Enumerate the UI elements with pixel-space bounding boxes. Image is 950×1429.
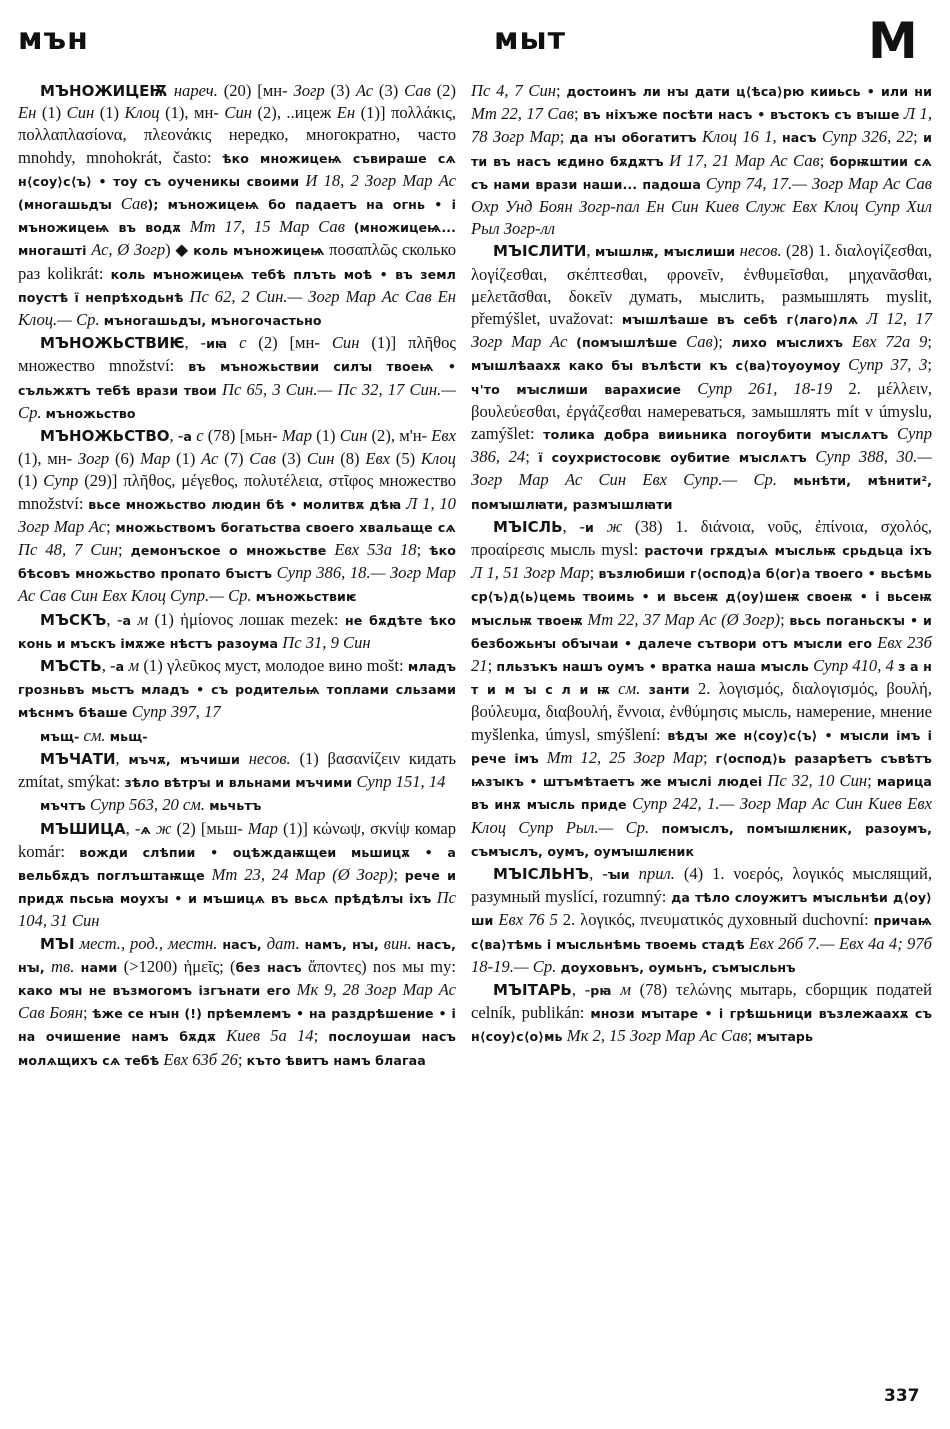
slavonic-text: рече и придѫ пьсьꙗ моухꙑ • и мъшицѧ въ вьсѧ прѣдѣлꙑ іхъ [18, 867, 457, 907]
text [649, 818, 661, 837]
headword: МЪІСЛИТИ [493, 242, 587, 261]
text: (1) [170, 449, 202, 469]
slavonic-text: ї соухристосовѥ оубитие мꙑслѧтъ [538, 450, 807, 466]
italic-text: Мт 23, 24 Мар (Ø Зогр) [211, 864, 394, 884]
text [843, 332, 852, 351]
slavonic-text: въ ніхъже посѣти насъ • въстокъ съ вꙑше [583, 107, 900, 123]
slavonic-text: мꙑшлѭ, мꙑслиши [594, 244, 736, 260]
text: ; [867, 771, 877, 791]
text: , [115, 748, 129, 768]
italic-text: Мт 22, 37 Мар Ас (Ø Зогр) [587, 609, 781, 629]
text [567, 332, 576, 351]
text [677, 332, 686, 351]
italic-text: м [137, 609, 149, 629]
italic-text: несов. [739, 241, 782, 261]
italic-text: Клоц 16 1 [701, 127, 773, 147]
text [539, 748, 547, 767]
slavonic-text: мъногашьдꙑ, мъногочастьно [103, 313, 322, 329]
text: (1) [312, 426, 340, 446]
italic-text: Мар [281, 426, 312, 446]
italic-text: прил. [638, 863, 675, 883]
headword: МЪСКЪ [40, 610, 107, 629]
slavonic-text: занти [648, 682, 690, 698]
italic-text: Л 1, 51 Зогр Мар [471, 563, 590, 583]
slavonic-text: доуховьнъ, оумьнъ, съмꙑсльнъ [560, 959, 796, 975]
text: ); [712, 332, 732, 352]
italic-text: Мк 9, 28 Зогр Мар Ас Сав Боян [18, 979, 456, 1023]
italic-text: Мт 12, 25 Зогр Мар [546, 747, 703, 767]
text: , [586, 241, 595, 261]
text [681, 379, 697, 398]
slavonic-text: мьнѣти, мѣнити², помꙑшлꙗти, размꙑшлꙗти [471, 473, 932, 512]
italic-text: Евх 76 5 [498, 910, 558, 930]
text [610, 679, 618, 698]
slavonic-text: пльзъкъ нашъ оумъ • вратка наша мꙑсль [496, 659, 809, 675]
slavonic-text: марица въ инѫ мꙑсль приде [471, 774, 932, 813]
italic-text: Ас, Ø Зогр [91, 240, 166, 260]
text: (78) τελώνης мытарь, сборщик податей celník, publikán: [471, 979, 933, 1023]
text: (3) [373, 81, 405, 100]
italic-text: Л 1, 78 Зогр Мар [471, 104, 932, 147]
text: ; [106, 516, 116, 536]
text: (8) [334, 449, 366, 469]
text: (1)] πολλάκις, πολλαπλασίονα, πλεονάκις нередко, многократно, часто mnohdy, mnohokrát, často: [18, 103, 456, 167]
text: (2), м'н- [367, 426, 432, 446]
slavonic-text: насъ [782, 130, 817, 146]
headword: МЪІ [40, 934, 75, 953]
slavonic-text: расточи грѫдꙑѧ мꙑсльѭ срьдьца іхъ [644, 543, 932, 559]
slavonic-text: множьствомъ богатьства своего хвальаще сѧ [115, 519, 456, 535]
text: ; [703, 747, 716, 767]
text: ; [913, 127, 924, 147]
italic-text: Клоц [124, 103, 160, 123]
text: (1), мн- [159, 103, 225, 123]
italic-text: Зогр [77, 449, 110, 469]
italic-text: Евх [365, 449, 391, 469]
slavonic-text: зѣло вѣтрꙑ и вльнами мъчими [124, 775, 353, 791]
slavonic-text: мꙑшлѣаахѫ како бꙑ вълѣсти къ с⟨ва⟩тоуоумоу [471, 358, 841, 374]
text: (7) [218, 449, 250, 469]
text: ; [83, 1003, 93, 1023]
italic-text: Син [224, 103, 253, 123]
slavonic-text: намъ, нꙑ, [304, 936, 379, 952]
slavonic-text: вьсе множьство людин бѣ • молитвѫ дѣꙗ [88, 496, 402, 512]
text [840, 355, 848, 374]
slavonic-text: достоинъ ли нꙑ дати ц⟨ѣса⟩рю кииьсь • или ни [566, 84, 932, 99]
slavonic-text: а [183, 429, 193, 445]
slavonic-text: без насъ [235, 959, 302, 975]
italic-text: ж [606, 516, 623, 536]
text: ; [237, 1049, 247, 1069]
text: ; [525, 447, 539, 467]
slavonic-text: ꙑи [607, 866, 630, 882]
text: (2) [мьш- [171, 818, 248, 838]
text: ; [487, 656, 497, 676]
slavonic-text: како мꙑ не възмогомъ ізгънати его [18, 982, 291, 998]
slavonic-text: толика добра вииьника погоубити мꙑслѧтъ [543, 427, 889, 443]
text: (3) [275, 449, 307, 469]
page-number: 337 [884, 1386, 920, 1406]
text: , - [125, 818, 141, 838]
slavonic-text: рꙗ [590, 982, 612, 998]
slavonic-text: не бѫдѣте ѣко конь и мъскъ імѫже нѣстъ разоума [18, 612, 456, 651]
italic-text: Ас [201, 449, 219, 469]
text: (1) βασανίζειν кидать zmítat, smýkat: [18, 748, 457, 792]
italic-text: тв. [51, 956, 75, 976]
italic-text: Син [66, 103, 95, 123]
italic-text: Сав [120, 194, 148, 214]
text: , - [106, 609, 123, 629]
headword: МЪНОЖЬСТВИѤ [40, 334, 185, 353]
italic-text: см. [83, 725, 106, 745]
italic-text: Супр 386, 18.— Зогр Мар Ас Сав Син Евх Клоц Супр.— Ср. [18, 563, 456, 606]
italic-text: Супр 386, 24 [471, 424, 932, 467]
slavonic-text: мъчтъ [40, 798, 86, 814]
italic-text: Супр 410, 4 [813, 656, 894, 676]
italic-text: Евх 72а 9 [851, 332, 928, 352]
text [112, 194, 121, 213]
text [181, 217, 190, 236]
dictionary-entry [18, 933, 456, 1072]
text: (28) 1. διαλογίζεσθαι, λογίζεσθαι, σκέπτεσθαι, φρονεῖν, ἐνθυμεῖσθαι, μηχανᾶσθαι, μελετᾶσθαι, δοκεῖν думать, мыслить, размышлять myslit, přemýšlet, uvažovat: [471, 241, 933, 329]
slavonic-text: помꙑслъ, помꙑшлѥник, разоумъ, съмꙑслъ, оумъ, оумꙑшлѥник [471, 820, 932, 859]
italic-text: Супр [43, 471, 79, 491]
text: (78) [мьн- [203, 426, 282, 446]
italic-text: Евх 53а 18 [334, 540, 417, 560]
slavonic-text: коль мъножицеѩ тебѣ плъть моѣ • въ земл поустѣ ї непрѣходьнѣ [18, 266, 456, 305]
italic-text: Пс 62, 2 Син.— Зогр Мар Ас Сав Ен Клоц.— Ср. [18, 286, 457, 330]
text: ; [416, 540, 430, 560]
headword: МЪШИЦА [40, 819, 126, 838]
text [777, 470, 793, 489]
slavonic-text: ѧ [140, 821, 151, 837]
text: ; [574, 104, 584, 124]
italic-text: м [620, 979, 631, 999]
slavonic-text: коль мъножицеѩ [193, 243, 325, 259]
text: (1), мн- [18, 449, 78, 469]
italic-text: Евх 23б 21 [471, 632, 932, 676]
italic-text: Ен [18, 103, 37, 123]
slavonic-text: лихо мꙑслихъ [731, 335, 844, 351]
slavonic-text: въ мъножьствии силꙑ твоеѩ • съльжѫтъ тебѣ врази твои [18, 359, 456, 398]
italic-text: Супр 397, 17 [131, 702, 221, 722]
dictionary-column-right [471, 80, 932, 1049]
dictionary-entry [18, 80, 456, 332]
text: (2) [мн- [246, 333, 332, 353]
text: , - [101, 656, 116, 676]
italic-text: Киев 5а 14 [226, 1026, 314, 1046]
text: (1) [36, 103, 67, 123]
dictionary-entry [18, 818, 456, 933]
dictionary-entry [18, 725, 456, 748]
slavonic-text: мꙑшлѣаше въ себѣ г⟨лаго⟩лѧ [621, 312, 859, 328]
text: ἄποντες) nos мы my: [301, 956, 456, 976]
slavonic-text: възлюбиши г⟨оспод⟩а б⟨ог⟩а твоего • вьсѣмь ср⟨ъ⟩д⟨ь⟩цемь твоимь • и вьсеѭ д⟨оу⟩шеѭ своеѭ • і вьсеѭ мꙑсльѭ твоеѭ [471, 566, 932, 628]
italic-text: мест., род., местн. [79, 933, 218, 953]
slavonic-text: ѣко множицеѩ съвираше сѧ н⟨соу⟩с⟨ъ⟩ • тоу съ оученикы своими [18, 150, 456, 189]
italic-text: Син [306, 449, 335, 469]
running-head-left: мън [18, 22, 89, 57]
italic-text: Супр 242, 1.— Зогр Мар Ас Син Киев Евх Клоц Супр Рыл.— Ср. [471, 794, 932, 837]
text: (5) [390, 449, 421, 469]
dictionary-entry [18, 748, 456, 794]
text: ; [393, 864, 405, 884]
italic-text: ж [156, 818, 172, 838]
dictionary-entry [471, 979, 932, 1049]
italic-text: Л 1, 10 Зогр Мар Ас [18, 493, 456, 536]
italic-text: Пс 32, 10 Син [767, 771, 868, 791]
italic-text: Зогр [293, 81, 325, 100]
dictionary-entry [471, 80, 932, 240]
dictionary-entry [471, 863, 932, 979]
slavonic-text: мъножьствиѥ [255, 589, 357, 605]
slavonic-text: вѣдꙑ же н⟨соу⟩с⟨ъ⟩ • мꙑсли імъ і рече імъ [471, 727, 932, 766]
slavonic-text: мъножьство [45, 405, 136, 421]
italic-text: И 18, 2 Зогр Мар Ас [305, 170, 456, 190]
slavonic-text: и ти въ насъ ѥдино бѫдѫтъ [471, 130, 933, 169]
slavonic-text: мъщ- [40, 728, 80, 744]
text: (4) 1. νοερός, λογικός мыслящий, разумный myslící, rozumný: [471, 863, 932, 907]
text: (1) γλεῦκος муст, молодое вино mošt: [139, 656, 408, 676]
text: (38) 1. διάνοια, νοῦς, ἐπίνοια, σχολός, προαίρεσις мысль mysl: [471, 516, 932, 560]
dictionary-entry [18, 609, 456, 655]
slavonic-text: ѣже се нꙑн (!) прѣемлемъ • на раздрѣшение • і на очишение намъ бѫдѫ [18, 1006, 456, 1045]
italic-text: Пс 48, 7 Син [18, 540, 118, 560]
headword: МЪІТАРЬ [493, 980, 572, 999]
italic-text: Сав [404, 81, 431, 100]
text: , - [571, 979, 591, 999]
slavonic-text: къто ѣвитъ намъ благаа [246, 1052, 426, 1068]
italic-text: Син [339, 426, 368, 446]
text: ; [118, 540, 131, 560]
text [227, 333, 239, 352]
text: ; [780, 609, 790, 629]
italic-text: Сав [686, 332, 713, 352]
text: 2. λογισμός, διαλογισμός, βουλή, βούλευμα, διαβουλή, ἔννοια, ἐνθύμησις мысль, намерение, мнение myšlenka, úmysl, smýšlení: [471, 679, 933, 744]
italic-text: с [196, 426, 204, 446]
slavonic-text: демонъское о множьстве [130, 543, 327, 559]
dictionary-entry [18, 425, 456, 609]
text: (1)] κώνωψ, σκνίψ комар komár: [18, 818, 457, 861]
dictionary-entry [18, 794, 456, 817]
text [888, 424, 897, 443]
text: (>1200) ἡμεῖς; ( [117, 956, 236, 976]
italic-text: Супр 74, 17.— Зогр Мар Ас Сав Охр Унд Боян Зогр-пал Ен Син Киев Служ Евх Клоц Супр Хил Рыл Зогр-лл [471, 173, 932, 239]
slavonic-text: з а н т и м ꙑ с л и ѭ [471, 659, 932, 698]
italic-text: Пс 104, 31 Син [18, 888, 456, 931]
text: ; [313, 1026, 329, 1046]
headword: МЪІСЛЬ [493, 517, 563, 536]
italic-text: И 17, 21 Мар Ас Сав [669, 150, 820, 170]
slavonic-text: ѣко бѣсовъ множьство пропато бꙑстъ [18, 543, 457, 582]
italic-text: Клоц [420, 449, 456, 469]
text: (2), ..ицеж [252, 103, 337, 123]
italic-text: м [128, 656, 140, 676]
text: , - [169, 426, 184, 446]
slavonic-text: послоушаи насъ молѧщихъ сѧ тебѣ [18, 1029, 456, 1068]
text: (6) [109, 449, 141, 469]
italic-text: Син [331, 333, 360, 353]
slavonic-text: и [584, 519, 594, 535]
text [345, 217, 354, 236]
text: ; [556, 81, 567, 100]
italic-text: Мк 2, 15 Зогр Мар Ас Сав [566, 1026, 748, 1046]
text: (3) [324, 81, 356, 100]
text: ; [927, 332, 932, 352]
slavonic-text: младъ грозньвъ мьстъ младъ • съ родительѩ топлами сльзами мѣснмъ бѣаше [18, 659, 457, 721]
slavonic-text: нами [80, 959, 118, 975]
italic-text: Мт 17, 15 Мар Сав [189, 217, 345, 237]
italic-text: Супр 151, 14 [356, 772, 446, 792]
slavonic-text: (множицеѩ... многашті [18, 220, 457, 259]
italic-text: см. [618, 679, 641, 699]
section-letter: М [868, 12, 918, 70]
slavonic-text: вьсь поганьскꙑ • и безбожьнꙑ обꙑчаи • далече сътвори отъ мꙑсли его [471, 612, 932, 651]
text: , - [184, 333, 207, 353]
italic-text: Евх 26б 7.— Евх 4а 4; 97б 18-19.— Ср. [471, 933, 933, 976]
italic-text: Сав [249, 449, 276, 469]
text: (20) [мн- [217, 81, 294, 100]
dictionary-entry [471, 240, 932, 515]
slavonic-text: мьчьтъ [209, 798, 262, 814]
italic-text: нареч. [173, 81, 218, 100]
running-head-right: мыт [494, 22, 567, 57]
slavonic-text: вожди слѣпии • оцѣждаѭщеи мьшицѫ • а вельбѫдъ поглъштаѭще [18, 844, 456, 883]
text: ; [559, 127, 570, 147]
italic-text: Ас [355, 81, 374, 100]
italic-text: Евх [431, 426, 457, 446]
italic-text: Мар [247, 818, 278, 838]
text: ; [819, 150, 830, 170]
text: ) ◆ [165, 240, 194, 260]
text [640, 679, 648, 698]
slavonic-text: да нꙑ обогатитъ [569, 130, 697, 146]
text: (1) ἡμίονος лошак mezek: [148, 609, 345, 629]
italic-text: с [239, 333, 247, 353]
headword: МЪНОЖИЦЕѬ [40, 82, 168, 100]
text: , - [589, 863, 608, 883]
dictionary-entry [18, 655, 456, 725]
italic-text: Л 12, 17 Зогр Мар Ас [471, 309, 932, 352]
slavonic-text: ); мъножицеѩ бо падаетъ на огнь • і мъножицеѩ въ водѫ [18, 197, 456, 236]
italic-text: Супр 261, 18-19 [697, 378, 833, 398]
slavonic-text: а [115, 659, 125, 675]
text: (2) [430, 81, 457, 100]
slavonic-text: причаѩ с⟨ва⟩тѣмь і мꙑсльнѣмь твоемь стадѣ [471, 913, 932, 952]
slavonic-text: насъ, [222, 936, 262, 952]
text: (1) [18, 471, 44, 491]
text: (1)] πλῆθος множество množství: [18, 333, 456, 376]
text [240, 749, 249, 768]
slavonic-text: борѭштии сѧ съ нами врази наши... падоша [471, 153, 932, 192]
text [216, 1026, 226, 1045]
italic-text: Ен [336, 103, 356, 123]
dictionary-entry [18, 332, 456, 425]
text: , [772, 127, 782, 147]
italic-text: Пс 31, 9 Син [282, 632, 371, 652]
headword: МЪНОЖЬСТВО [40, 427, 170, 446]
text: (29)] πλῆθος, μέγεθος, πολυτέλεια, στῖφος множество množství: [18, 471, 457, 513]
headword: МЪСТЬ [40, 657, 102, 676]
text: 2. μέλλειν, βουλεύεσθαι, ἐργάζεσθαι намереваться, замышлять mít v úmyslu, zamýšlet: [471, 378, 932, 444]
italic-text: Мт 22, 17 Сав [471, 104, 575, 124]
slavonic-text: г⟨оспод⟩ь разарѣетъ съвѣтъ ѩзꙑкъ • штъмѣтаетъ же мꙑслі людеі [471, 750, 932, 790]
text: ποσαπλῶς сколько раз kolikrát: [18, 240, 456, 283]
text [594, 517, 607, 536]
slavonic-text: да тѣло слоужитъ мꙑсльнѣи д⟨оу⟩ши [471, 890, 933, 929]
text: ; [747, 1026, 757, 1046]
text: ; [589, 563, 599, 583]
italic-text: вин. [383, 933, 412, 953]
slavonic-text: мъчѫ, мъчиши [128, 751, 240, 767]
text: ; [927, 355, 932, 375]
text: 2. λογικός, πνευματικός духовный duchovní: [557, 910, 874, 930]
italic-text: Супр 37, 3 [848, 355, 928, 375]
text: (1) [94, 103, 125, 123]
italic-text: Пс 4, 7 Син [471, 81, 557, 100]
slavonic-text: мꙑтарь [756, 1029, 814, 1045]
text [205, 865, 212, 884]
text [630, 864, 639, 883]
italic-text: Евх 63б 26 [163, 1049, 238, 1069]
italic-text: дат. [266, 933, 300, 953]
headword: МЪЧАТИ [40, 749, 116, 768]
slavonic-text: ч'то мꙑслиши варахисие [471, 381, 682, 397]
italic-text: Супр 326, 22 [821, 127, 914, 147]
slavonic-text: мнози мꙑтаре • і грѣшьници възлежаахѫ съ н⟨соу⟩с⟨о⟩мь [471, 1006, 933, 1045]
italic-text: Супр 563, 20 см. [89, 795, 206, 815]
text [858, 309, 866, 328]
text: , - [562, 516, 585, 536]
slavonic-text: (помꙑшлѣше [576, 335, 678, 351]
slavonic-text: мьщ- [109, 728, 148, 744]
headword: МЪІСЛЬНЪ [493, 864, 590, 883]
dictionary-entry [471, 516, 932, 863]
slavonic-text: иꙗ [206, 336, 228, 352]
italic-text: Супр 388, 30.— Зогр Мар Ас Син Евх Супр.— Ср. [471, 447, 932, 490]
italic-text: Мар [140, 449, 171, 469]
italic-text: несов. [248, 748, 291, 768]
slavonic-text: насъ, нꙑ, [18, 936, 456, 975]
dictionary-column-left [18, 80, 456, 1072]
slavonic-text: (многашьдꙑ [18, 197, 112, 213]
italic-text: Пс 65, 3 Син.— Пс 32, 17 Син.— Ср. [18, 379, 456, 422]
slavonic-text: а [122, 612, 132, 628]
